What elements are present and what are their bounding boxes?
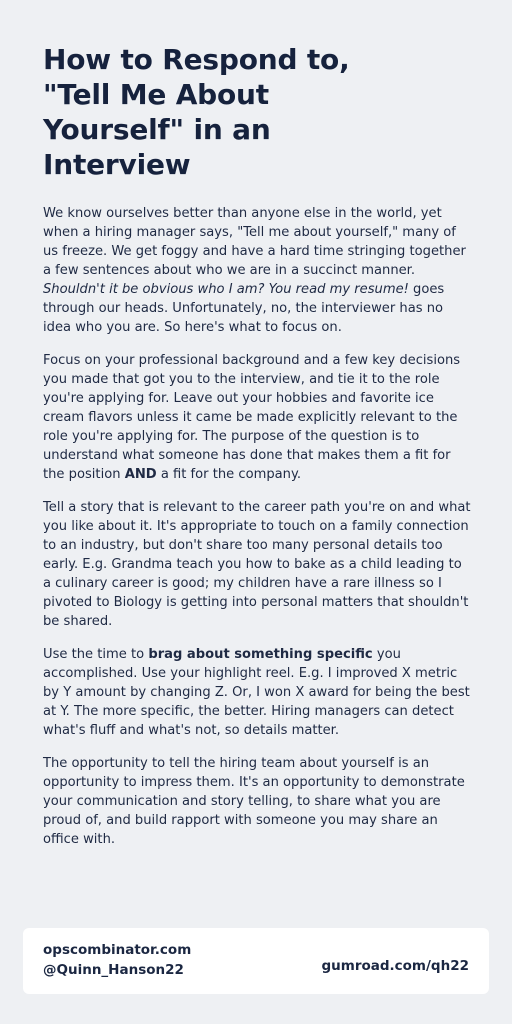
article (43, 42, 473, 863)
paragraph-story (43, 498, 473, 631)
paragraph-intro (43, 204, 473, 337)
footer-gumroad-link[interactable]: gumroad.com/qh22 (321, 958, 469, 974)
footer-site-link[interactable]: opscombinator.com (43, 942, 192, 958)
paragraph-conclusion (43, 754, 473, 849)
paragraph-intro-text: We know ourselves better than anyone else in the world, yet when a hiring manager says, "Tell me about yourself," many of us freeze. We get foggy and have a hard time stringing together a few sentences about who we are in a succinct manner. (43, 206, 466, 278)
paragraph-brag-text: Use the time to (43, 647, 149, 662)
paragraph-brag-text-end: you accomplished. Use your highlight reel. E.g. I improved X metric by Y amount by changing Z. Or, I won X award for being the best at Y. The more specific, the better. Hiring managers can detect what's fluff and what's not, so details matter. (43, 647, 470, 738)
paragraph-conclusion-text: The opportunity to tell the hiring team about yourself is an opportunity to impress them. It's an opportunity to demonstrate your communication and story telling, to share what you are proud of, and build rapport with someone you may share an office with. (43, 756, 465, 847)
paragraph-background-text-end: a fit for the company. (156, 467, 302, 482)
paragraph-brag-bold: brag about something specific (148, 647, 373, 662)
footer-handle-link[interactable]: @Quinn_Hanson22 (43, 962, 184, 978)
paragraph-brag (43, 645, 473, 740)
paragraph-background-text: Focus on your professional background and a few key decisions you made that got you to the interview, and tie it to the role you're applying for. Leave out your hobbies and favorite ice cream flavors unless it came be made explicitly relevant to the role you're applying for. The purpose of the question is to understand what someone has done that makes them a fit for the position (43, 353, 461, 482)
paragraph-background-bold: AND (124, 467, 157, 482)
paragraph-intro-italic: Shouldn't it be obvious who I am? You read my resume! (43, 282, 409, 297)
paragraph-background (43, 351, 473, 484)
paragraph-story-text: Tell a story that is relevant to the career path you're on and what you like about it. It's appropriate to touch on a family connection to an industry, but don't share too many personal details too early. E.g. Grandma teach you how to bake as a child leading to a culinary career is good; my children have a rare illness so I pivoted to Biology is getting into personal matters that shouldn't be shared. (43, 500, 471, 629)
footer-contact (43, 940, 191, 980)
article-title: How to Respond to, "Tell Me About Yourself" in an Interview (43, 43, 350, 181)
paragraph-intro-text-end: goes through our heads. Unfortunately, no, the interviewer has no idea who you are. So here's what to focus on. (43, 282, 445, 335)
footer-card (23, 928, 489, 994)
